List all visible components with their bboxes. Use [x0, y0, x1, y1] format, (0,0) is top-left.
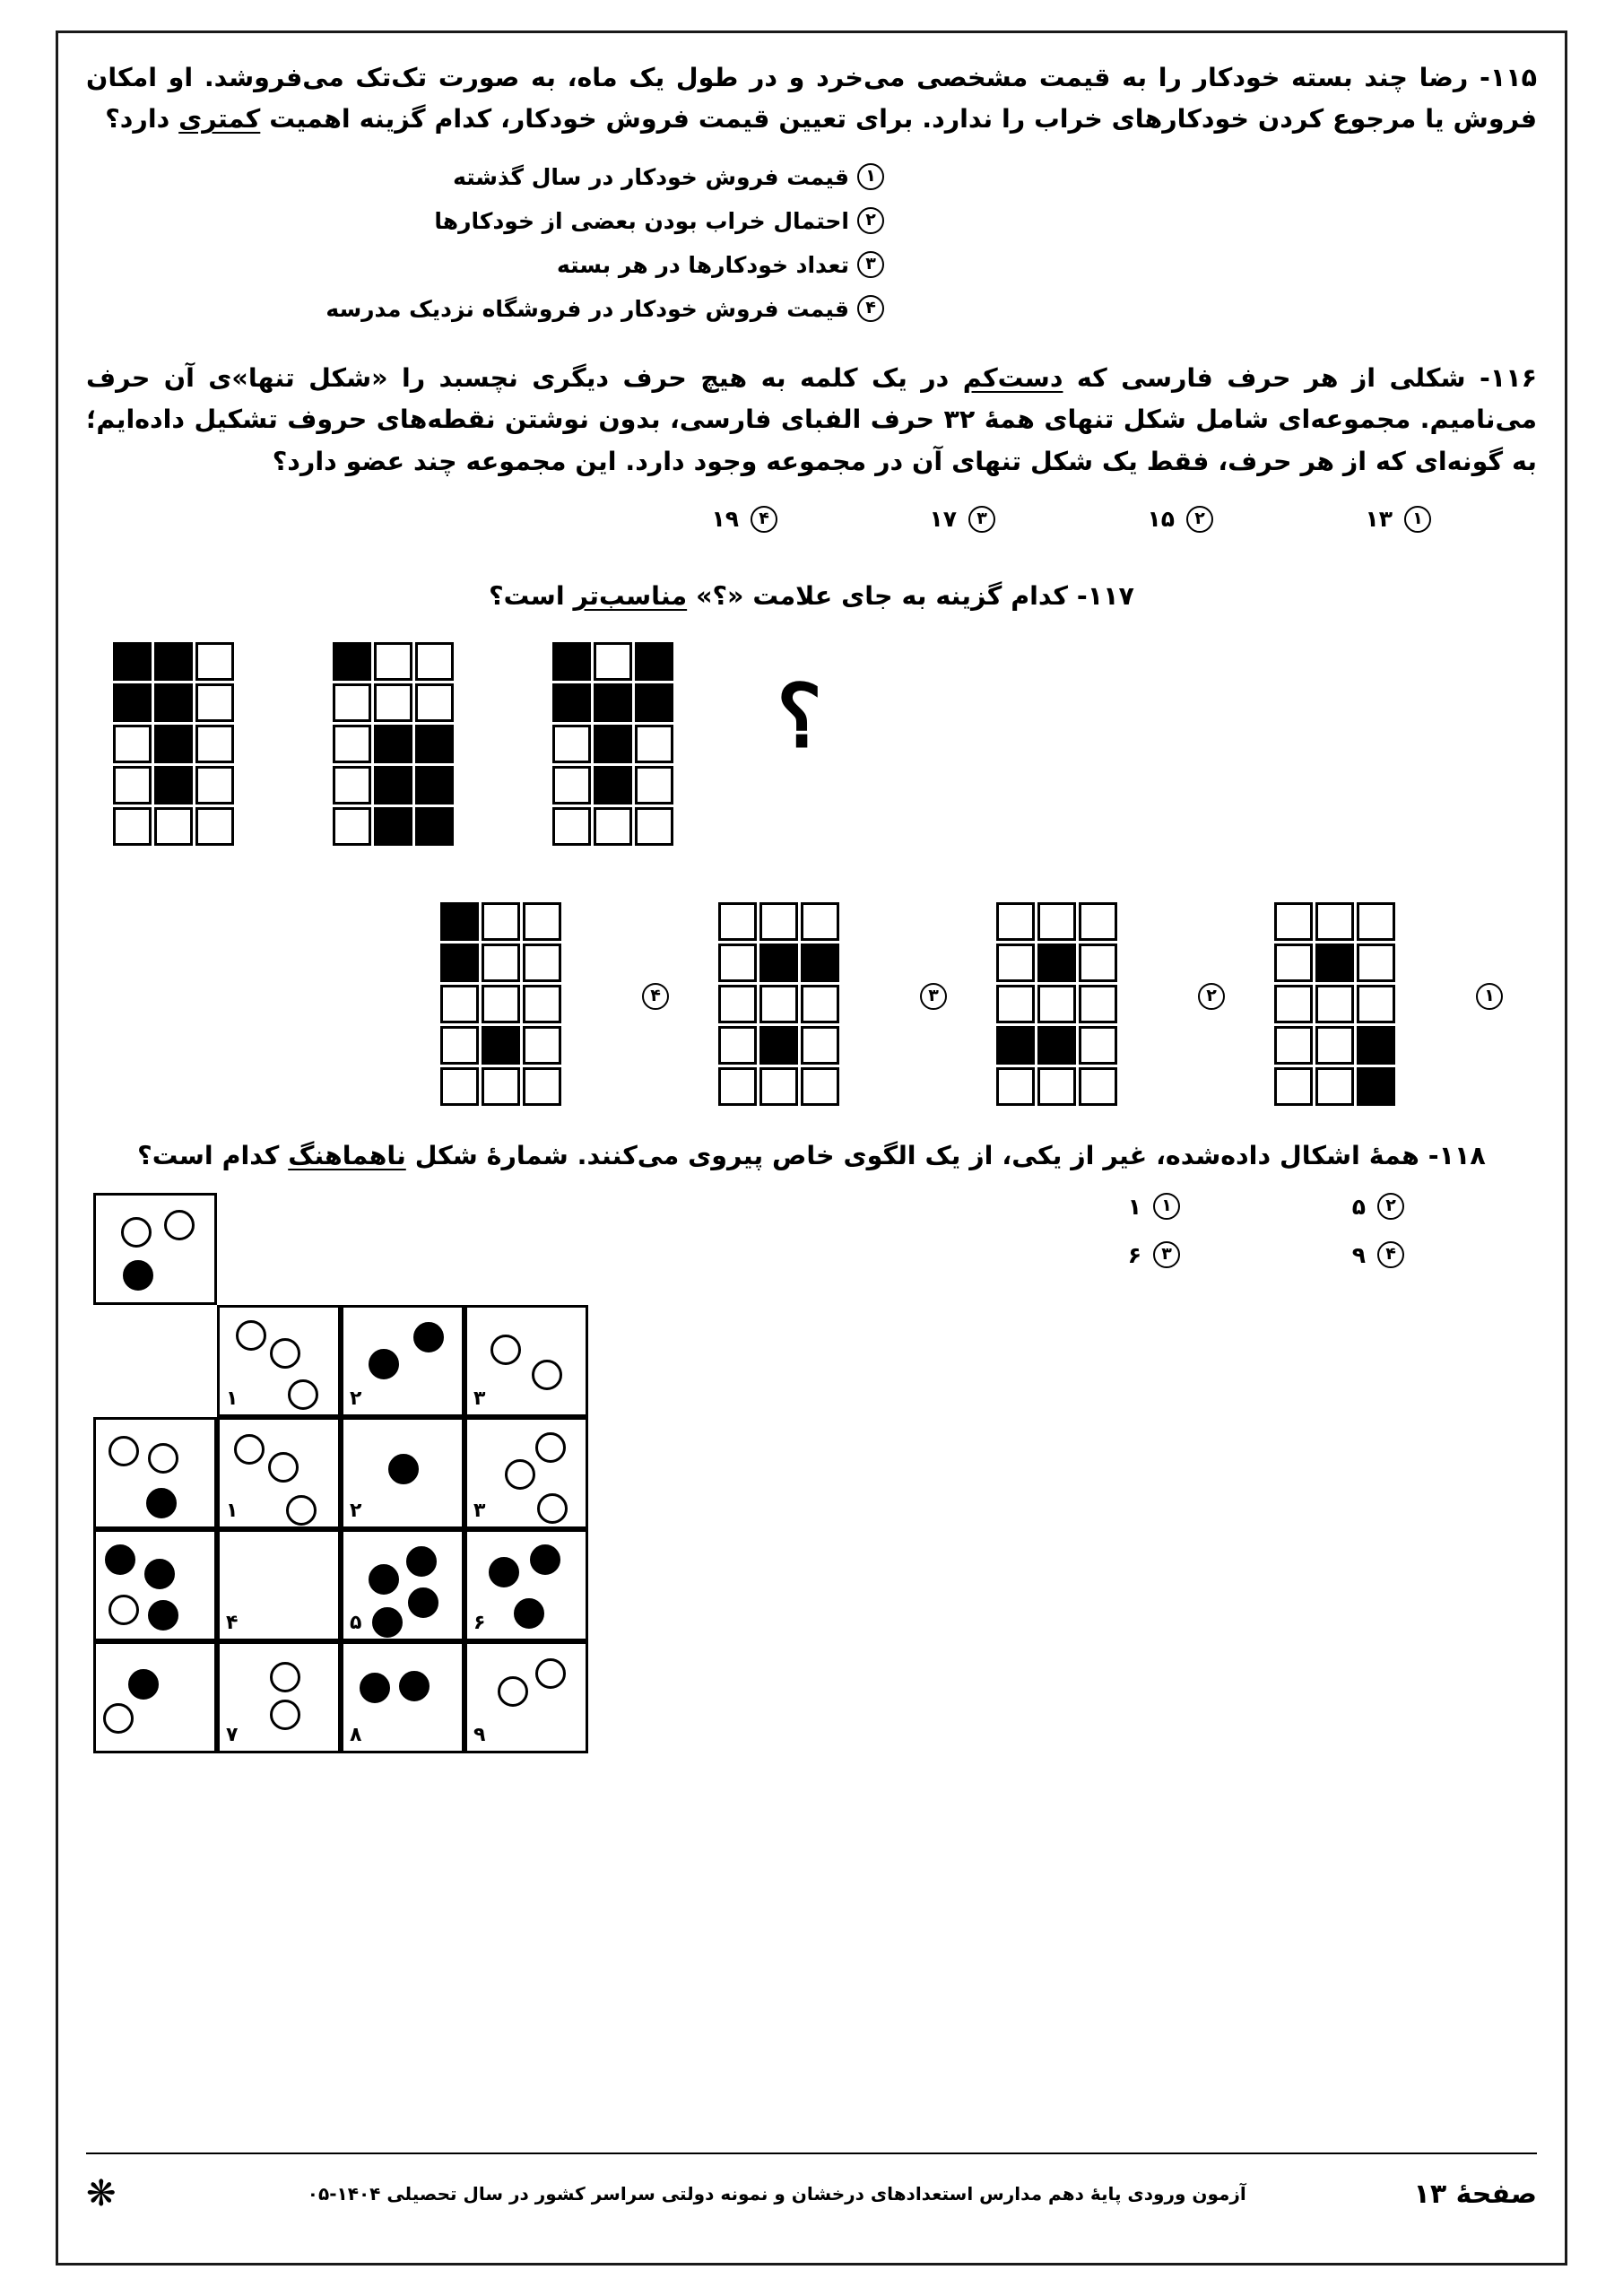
filled-circle-icon	[406, 1546, 437, 1577]
matrix-cell-r5-c2	[1037, 1067, 1076, 1106]
option-label: ۵	[1351, 1193, 1366, 1220]
page-number-label: صفحهٔ ۱۳	[1413, 2178, 1537, 2210]
option-115-3[interactable]	[86, 251, 1539, 278]
matrix-cell-r2-c2	[374, 683, 412, 722]
option-number-circle: ۱	[1404, 506, 1431, 533]
option-label: قیمت فروش خودکار در فروشگاه نزدیک مدرسه	[325, 295, 849, 322]
matrix-cell-r1-c3	[415, 642, 454, 681]
dot-cell-unnumbered	[93, 1417, 217, 1529]
hollow-circle-icon	[268, 1452, 299, 1483]
matrix-cell-r2-c3	[1357, 944, 1395, 982]
matrix-cell-r1-c2	[482, 902, 520, 941]
matrix-cell-r3-c2	[594, 725, 632, 763]
question-115-underlined: کمتری	[178, 104, 261, 135]
question-118-stem	[86, 1135, 1539, 1177]
filled-circle-icon	[530, 1544, 560, 1575]
matrix-cell-r2-c3	[635, 683, 673, 722]
answer-figure-2[interactable]	[996, 902, 1117, 1106]
dot-cell-number-۳: ۳	[473, 1500, 486, 1523]
matrix-cell-r4-c3	[635, 766, 673, 804]
hollow-circle-icon	[270, 1662, 300, 1692]
matrix-cell-r5-c1	[718, 1067, 757, 1106]
matrix-cell-r3-c1	[440, 985, 479, 1023]
matrix-cell-r3-c3	[523, 985, 561, 1023]
option-label: ۱	[1127, 1193, 1141, 1220]
matrix-cell-r3-c1	[113, 725, 152, 763]
matrix-cell-r1-c3	[635, 642, 673, 681]
matrix-cell-r5-c2	[154, 807, 193, 846]
matrix-cell-r5-c2	[1315, 1067, 1354, 1106]
filled-circle-icon	[489, 1557, 519, 1587]
sequence-figure-3	[552, 642, 673, 846]
option-118-3[interactable]	[956, 1241, 1180, 1268]
matrix-cell-r2-c2	[594, 683, 632, 722]
option-number-circle: ۱	[1153, 1193, 1180, 1220]
option-115-2[interactable]	[86, 207, 1539, 234]
matrix-cell-r5-c3	[1079, 1067, 1117, 1106]
matrix-cell-r3-c2	[1315, 985, 1354, 1023]
matrix-cell-r5-c3	[635, 807, 673, 846]
dot-cell-۳	[464, 1305, 588, 1417]
question-118-underlined: ناهماهنگ	[288, 1140, 406, 1170]
matrix-cell-r3-c3	[801, 985, 839, 1023]
matrix-cell-r1-c3	[801, 902, 839, 941]
dot-cell-unnumbered	[93, 1641, 217, 1753]
hollow-circle-icon	[537, 1493, 568, 1524]
hollow-circle-icon	[236, 1320, 266, 1351]
sequence-figure-2	[333, 642, 454, 846]
question-115-number: ۱۱۵-	[1479, 63, 1537, 92]
question-116-stem	[86, 358, 1539, 482]
filled-circle-icon	[146, 1488, 177, 1518]
dot-cell-number-۲: ۲	[350, 1500, 362, 1523]
matrix-cell-r4-c1	[113, 766, 152, 804]
dot-cell-۳	[464, 1417, 588, 1529]
option-row-2	[938, 1241, 1404, 1268]
matrix-cell-r1-c2	[594, 642, 632, 681]
hollow-circle-icon	[535, 1658, 566, 1689]
question-117	[86, 576, 1539, 1126]
matrix-cell-r3-c3	[635, 725, 673, 763]
matrix-cell-r2-c3	[415, 683, 454, 722]
question-115	[86, 57, 1539, 322]
option-118-1[interactable]	[956, 1193, 1180, 1220]
matrix-cell-r3-c1	[1274, 985, 1313, 1023]
option-115-1[interactable]	[86, 163, 1539, 190]
dot-cell-number-۸: ۸	[350, 1724, 362, 1747]
filled-circle-icon	[369, 1349, 399, 1379]
option-118-4[interactable]	[1180, 1241, 1404, 1268]
matrix-cell-r5-c2	[482, 1067, 520, 1106]
matrix-cell-r4-c3	[801, 1026, 839, 1065]
matrix-cell-r5-c2	[594, 807, 632, 846]
option-number-circle: ۳	[968, 506, 995, 533]
dot-cell-۴	[217, 1529, 341, 1641]
option-118-2[interactable]	[1180, 1193, 1404, 1220]
option-116-3[interactable]	[777, 506, 995, 533]
matrix-cell-r1-c1	[440, 902, 479, 941]
question-117-underlined: مناسب‌تر	[573, 580, 688, 611]
dot-cell-۱	[217, 1417, 341, 1529]
matrix-cell-r5-c1	[1274, 1067, 1313, 1106]
question-116-text-part1: شکلی از هر حرف فارسی که	[1063, 363, 1466, 394]
matrix-cell-r2-c1	[113, 683, 152, 722]
question-118-options	[938, 1193, 1404, 1290]
sequence-figure-1	[113, 642, 234, 846]
matrix-cell-r2-c2	[759, 944, 798, 982]
question-118-text-part1: همهٔ اشکال داده‌شده، غیر از یکی، از یک الگوی خاص پیروی می‌کنند. شمارهٔ شکل	[405, 1140, 1419, 1170]
hollow-circle-icon	[121, 1217, 152, 1248]
option-116-1[interactable]	[1213, 506, 1431, 533]
matrix-cell-r4-c2	[594, 766, 632, 804]
matrix-cell-r1-c3	[1357, 902, 1395, 941]
matrix-cell-r3-c2	[1037, 985, 1076, 1023]
hollow-circle-icon	[148, 1443, 178, 1474]
answer-figure-1-label: ۱	[1476, 983, 1503, 1010]
matrix-cell-r4-c1	[333, 766, 371, 804]
option-label: ۱۵	[1147, 506, 1175, 533]
filled-circle-icon	[148, 1600, 178, 1631]
matrix-cell-r3-c1	[552, 725, 591, 763]
option-label: ۶	[1127, 1241, 1141, 1268]
matrix-cell-r4-c3	[1357, 1026, 1395, 1065]
matrix-cell-r5-c1	[113, 807, 152, 846]
matrix-cell-r1-c1	[718, 902, 757, 941]
matrix-cell-r3-c1	[718, 985, 757, 1023]
question-115-text-part1: رضا چند بسته خودکار را به قیمت مشخصی می‌خرد و در طول یک ماه، به صورت تک‌تک می‌فروشد. او امکان فروش یا مرجوع کردن خودکارهای خراب را ندارد. برای تعیین قیمت فروش خودکار، کدام گزینه اهمیت	[86, 63, 1537, 135]
matrix-cell-r3-c1	[333, 725, 371, 763]
matrix-cell-r2-c1	[718, 944, 757, 982]
hollow-circle-icon	[532, 1360, 562, 1390]
question-118-body	[86, 1180, 1539, 1754]
matrix-cell-r5-c2	[759, 1067, 798, 1106]
dot-cell-number-۵: ۵	[350, 1612, 362, 1635]
option-number-circle: ۱	[857, 163, 884, 190]
option-label: ۹	[1351, 1241, 1366, 1268]
dot-cell-unnumbered	[93, 1529, 217, 1641]
dot-cell-number-۳: ۳	[473, 1387, 486, 1411]
matrix-cell-r1-c3	[523, 902, 561, 941]
hollow-circle-icon	[234, 1434, 265, 1465]
hollow-circle-icon	[498, 1676, 528, 1707]
filled-circle-icon	[105, 1544, 135, 1575]
option-number-circle: ۲	[1377, 1193, 1404, 1220]
matrix-cell-r5-c3	[195, 807, 234, 846]
matrix-cell-r3-c3	[1357, 985, 1395, 1023]
dot-cell-number-۱: ۱	[226, 1500, 239, 1523]
option-115-4[interactable]	[86, 295, 1539, 322]
matrix-cell-r1-c3	[195, 642, 234, 681]
matrix-cell-r4-c1	[718, 1026, 757, 1065]
matrix-cell-r4-c1	[552, 766, 591, 804]
dot-cell-number-۷: ۷	[226, 1724, 239, 1747]
option-number-circle: ۲	[857, 207, 884, 234]
question-117-figures	[86, 624, 1539, 1126]
matrix-cell-r4-c2	[759, 1026, 798, 1065]
matrix-cell-r3-c3	[1079, 985, 1117, 1023]
matrix-cell-r5-c2	[374, 807, 412, 846]
matrix-cell-r4-c2	[482, 1026, 520, 1065]
page-footer	[86, 2167, 1537, 2221]
question-116-underlined: دست‌کم	[962, 363, 1063, 394]
matrix-cell-r2-c1	[440, 944, 479, 982]
matrix-cell-r2-c2	[154, 683, 193, 722]
filled-circle-icon	[123, 1260, 153, 1291]
option-number-circle: ۳	[857, 251, 884, 278]
option-number-circle: ۳	[1153, 1241, 1180, 1268]
matrix-cell-r5-c1	[333, 807, 371, 846]
option-label: قیمت فروش خودکار در سال گذشته	[453, 163, 849, 190]
option-label: ۱۳	[1365, 506, 1393, 533]
hollow-circle-icon	[103, 1703, 134, 1734]
question-116-options	[86, 506, 1539, 533]
dot-cell-۵	[341, 1529, 464, 1641]
matrix-cell-r4-c2	[154, 766, 193, 804]
question-115-stem	[86, 57, 1539, 140]
option-number-circle: ۴	[857, 295, 884, 322]
hollow-circle-icon	[270, 1700, 300, 1730]
question-118-text-part2: کدام است؟	[137, 1140, 289, 1170]
dot-cell-number-۲: ۲	[350, 1387, 362, 1411]
dot-cell-number-۴: ۴	[226, 1612, 239, 1635]
matrix-cell-r2-c3	[801, 944, 839, 982]
option-number-circle: ۲	[1186, 506, 1213, 533]
matrix-cell-r5-c1	[552, 807, 591, 846]
hollow-circle-icon	[288, 1379, 318, 1410]
matrix-cell-r2-c1	[996, 944, 1035, 982]
option-116-4[interactable]	[560, 506, 777, 533]
hollow-circle-icon	[164, 1210, 195, 1240]
snowflake-logo-icon: ❋	[86, 2173, 117, 2214]
dot-cell-number-۹: ۹	[473, 1724, 486, 1747]
dot-cell-۸	[341, 1641, 464, 1753]
answer-figure-2-label: ۲	[1198, 983, 1225, 1010]
question-115-options	[86, 163, 1539, 322]
matrix-cell-r5-c3	[415, 807, 454, 846]
matrix-cell-r3-c1	[996, 985, 1035, 1023]
filled-circle-icon	[399, 1671, 430, 1701]
matrix-cell-r4-c3	[195, 766, 234, 804]
matrix-cell-r4-c2	[1037, 1026, 1076, 1065]
filled-circle-icon	[408, 1587, 438, 1618]
matrix-cell-r3-c2	[482, 985, 520, 1023]
answer-figure-3[interactable]	[718, 902, 839, 1106]
matrix-cell-r4-c1	[996, 1026, 1035, 1065]
footer-divider	[86, 2152, 1537, 2154]
hollow-circle-icon	[505, 1459, 535, 1490]
matrix-cell-r5-c1	[440, 1067, 479, 1106]
question-116-number: ۱۱۶-	[1479, 363, 1537, 394]
matrix-cell-r1-c2	[1315, 902, 1354, 941]
answer-figure-1[interactable]	[1274, 902, 1395, 1106]
filled-circle-icon	[388, 1454, 419, 1484]
question-117-text-part1: کدام گزینه به جای علامت «؟»	[687, 580, 1068, 611]
matrix-cell-r3-c2	[759, 985, 798, 1023]
matrix-cell-r3-c2	[154, 725, 193, 763]
filled-circle-icon	[360, 1673, 390, 1703]
question-118-number: ۱۱۸-	[1428, 1140, 1486, 1170]
matrix-cell-r4-c1	[440, 1026, 479, 1065]
matrix-cell-r2-c1	[552, 683, 591, 722]
matrix-cell-r5-c3	[523, 1067, 561, 1106]
option-116-2[interactable]	[995, 506, 1213, 533]
filled-circle-icon	[369, 1564, 399, 1595]
dot-cell-unnumbered	[93, 1193, 217, 1305]
question-118	[86, 1135, 1539, 1754]
answer-figure-4[interactable]	[440, 902, 561, 1106]
matrix-cell-r1-c3	[1079, 902, 1117, 941]
option-number-circle: ۴	[751, 506, 777, 533]
matrix-cell-r1-c2	[374, 642, 412, 681]
filled-circle-icon	[144, 1559, 175, 1589]
option-label: احتمال خراب بودن بعضی از خودکارها	[434, 207, 849, 234]
hollow-circle-icon	[108, 1595, 139, 1625]
question-116-text-part2: در یک کلمه به هیچ حرف دیگری نچسبد را «شکل تنها»ی آن حرف می‌نامیم. مجموعه‌ای شامل شکل تنهای همهٔ ۳۲ حرف الفبای فارسی، بدون نوشتن نقطه‌های حروف تشکیل داده‌ایم؛ به گونه‌ای که از هر حرف، فقط یک شکل تنهای آن در مجموعه وجود دارد. این مجموعه چند عضو دارد؟	[86, 363, 1537, 476]
dot-cell-۱	[217, 1305, 341, 1417]
question-mark-placeholder: ؟	[777, 665, 822, 767]
question-116	[86, 358, 1539, 532]
page-content	[86, 57, 1539, 1763]
option-number-circle: ۴	[1377, 1241, 1404, 1268]
matrix-cell-r4-c3	[1079, 1026, 1117, 1065]
dot-cell-۲	[341, 1417, 464, 1529]
filled-circle-icon	[128, 1669, 159, 1700]
matrix-cell-r4-c2	[374, 766, 412, 804]
hollow-circle-icon	[108, 1436, 139, 1466]
matrix-cell-r1-c1	[333, 642, 371, 681]
matrix-cell-r1-c2	[154, 642, 193, 681]
matrix-cell-r3-c3	[195, 725, 234, 763]
dot-cell-۹	[464, 1641, 588, 1753]
matrix-cell-r5-c1	[996, 1067, 1035, 1106]
matrix-cell-r2-c2	[1315, 944, 1354, 982]
hollow-circle-icon	[270, 1338, 300, 1369]
question-115-text-part2: دارد؟	[105, 104, 179, 135]
matrix-cell-r4-c3	[523, 1026, 561, 1065]
question-117-text-part2: است؟	[489, 580, 574, 611]
matrix-cell-r1-c2	[759, 902, 798, 941]
matrix-cell-r2-c2	[482, 944, 520, 982]
option-label: ۱۹	[711, 506, 739, 533]
dot-cell-۲	[341, 1305, 464, 1417]
footer-exam-title: آزمون ورودی پایهٔ دهم مدارس استعدادهای درخشان و نمونه دولتی سراسر کشور در سال تحصیلی ۱۴۰۴-۰۵	[307, 2183, 1246, 2205]
option-label: تعداد خودکارها در هر بسته	[556, 251, 849, 278]
matrix-cell-r2-c1	[333, 683, 371, 722]
filled-circle-icon	[372, 1607, 403, 1638]
dot-cell-number-۱: ۱	[226, 1387, 239, 1411]
dot-cell-number-۶: ۶	[473, 1612, 486, 1635]
matrix-cell-r1-c1	[1274, 902, 1313, 941]
matrix-cell-r2-c3	[523, 944, 561, 982]
option-label: ۱۷	[929, 506, 957, 533]
matrix-cell-r3-c3	[415, 725, 454, 763]
filled-circle-icon	[413, 1322, 444, 1352]
matrix-cell-r1-c1	[996, 902, 1035, 941]
matrix-cell-r2-c1	[1274, 944, 1313, 982]
matrix-cell-r1-c2	[1037, 902, 1076, 941]
matrix-cell-r3-c2	[374, 725, 412, 763]
filled-circle-icon	[514, 1598, 544, 1629]
matrix-cell-r1-c1	[552, 642, 591, 681]
matrix-cell-r4-c1	[1274, 1026, 1313, 1065]
hollow-circle-icon	[286, 1495, 317, 1526]
matrix-cell-r2-c3	[1079, 944, 1117, 982]
answer-figure-3-label: ۳	[920, 983, 947, 1010]
option-row-1	[938, 1193, 1404, 1220]
matrix-cell-r5-c3	[1357, 1067, 1395, 1106]
matrix-cell-r4-c3	[415, 766, 454, 804]
matrix-cell-r2-c2	[1037, 944, 1076, 982]
question-117-stem	[86, 576, 1539, 617]
answer-figure-4-label: ۴	[642, 983, 669, 1010]
matrix-cell-r2-c3	[195, 683, 234, 722]
dot-cell-۷	[217, 1641, 341, 1753]
hollow-circle-icon	[490, 1335, 521, 1365]
matrix-cell-r4-c2	[1315, 1026, 1354, 1065]
hollow-circle-icon	[535, 1432, 566, 1463]
question-117-number: ۱۱۷-	[1076, 580, 1134, 611]
matrix-cell-r5-c3	[801, 1067, 839, 1106]
matrix-cell-r1-c1	[113, 642, 152, 681]
dot-cell-۶	[464, 1529, 588, 1641]
